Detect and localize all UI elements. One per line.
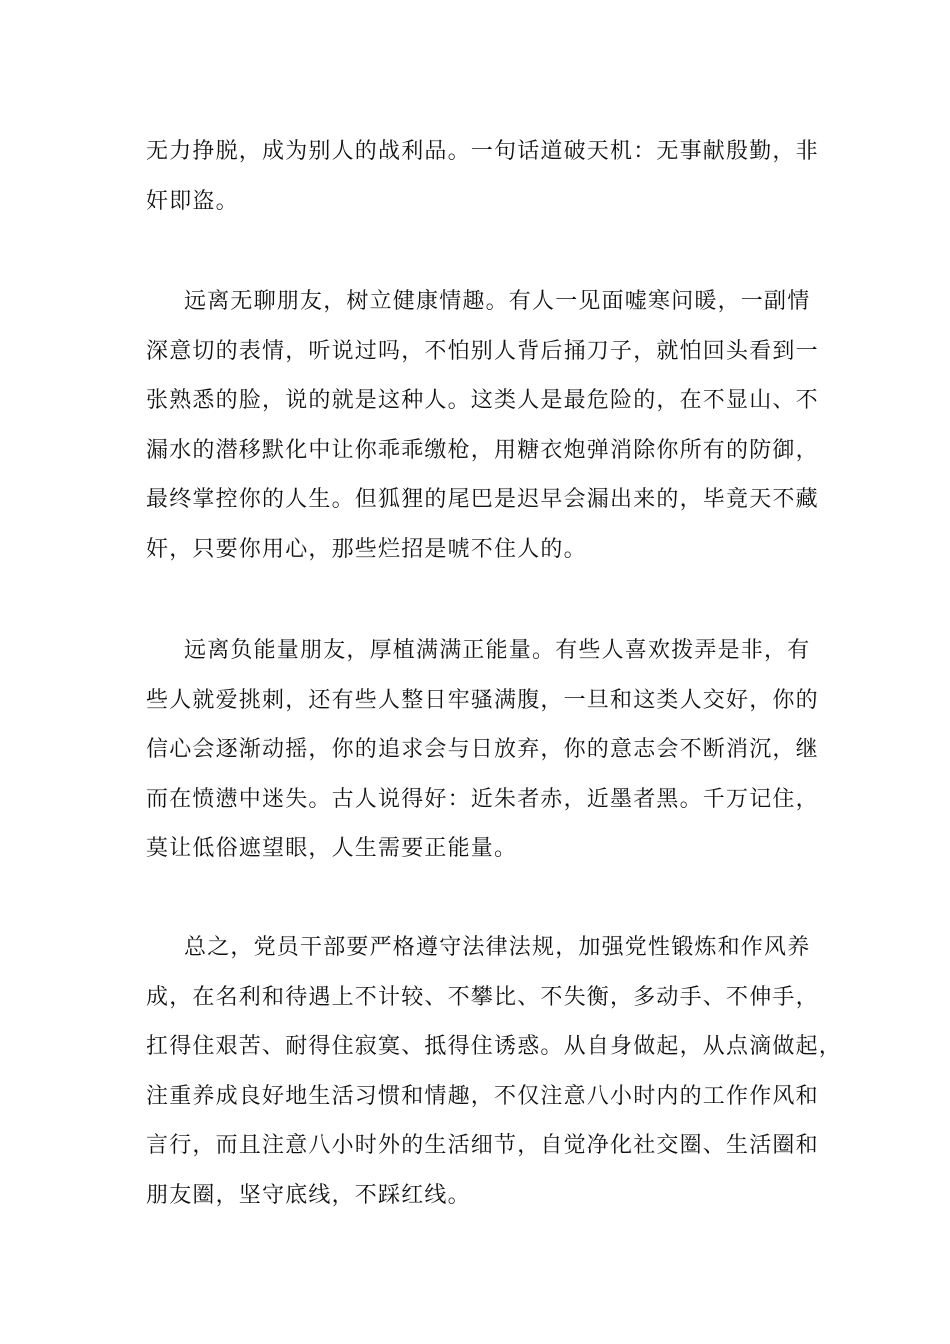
- text-line: 奸，只要你用心，那些烂招是唬不住人的。: [146, 536, 587, 562]
- text-line: 深意切的表情，听说过吗，不怕别人背后捅刀子，就怕回头看到一: [146, 338, 819, 364]
- text-line: 成，在名利和待遇上不计较、不攀比、不失衡，多动手、不伸手，: [146, 984, 819, 1010]
- text-line: 无力挣脱，成为别人的战利品。一句话道破天机：无事献殷勤，非: [146, 139, 819, 164]
- text-line: 朋友圈，坚守底线，不踩红线。: [146, 1182, 471, 1208]
- text-line: 言行，而且注意八小时外的生活细节，自觉净化社交圈、生活圈和: [146, 1133, 819, 1158]
- paragraph-avoid-idle-friends: [146, 277, 819, 574]
- text-line: 远离负能量朋友，厚植满满正能量。有些人喜欢拨弄是非，有: [184, 638, 811, 663]
- text-line: 信心会逐渐动摇，你的追求会与日放弃，你的意志会不断消沉，继: [146, 737, 819, 762]
- text-line: 总之，党员干部要严格遵守法律法规，加强党性锻炼和作风养: [184, 935, 811, 960]
- text-line: 远离无聊朋友，树立健康情趣。有人一见面嘘寒问暖，一副情: [184, 289, 811, 314]
- paragraph-continuation: [146, 127, 819, 226]
- text-line: 莫让低俗遮望眼，人生需要正能量。: [146, 836, 518, 861]
- text-line: 扛得住艰苦、耐得住寂寞、抵得住诱惑。从自身做起，从点滴做起，: [146, 1034, 843, 1059]
- text-line: 奸即盗。: [146, 188, 239, 214]
- paragraph-conclusion: [146, 923, 843, 1220]
- text-line: 些人就爱挑刺，还有些人整日牢骚满腹，一旦和这类人交好，你的: [146, 687, 819, 713]
- text-line: 最终掌控你的人生。但狐狸的尾巴是迟早会漏出来的，毕竟天不藏: [146, 487, 819, 512]
- paragraph-avoid-negative-friends: [146, 626, 819, 874]
- text-line: 张熟悉的脸，说的就是这种人。这类人是最危险的，在不显山、不: [146, 388, 819, 413]
- text-line: 漏水的潜移默化中让你乖乖缴枪，用糖衣炮弹消除你所有的防御，: [146, 437, 819, 463]
- text-line: 而在愤懑中迷失。古人说得好：近朱者赤，近墨者黑。千万记住，: [146, 786, 819, 812]
- text-line: 注重养成良好地生活习惯和情趣，不仅注意八小时内的工作作风和: [146, 1083, 819, 1109]
